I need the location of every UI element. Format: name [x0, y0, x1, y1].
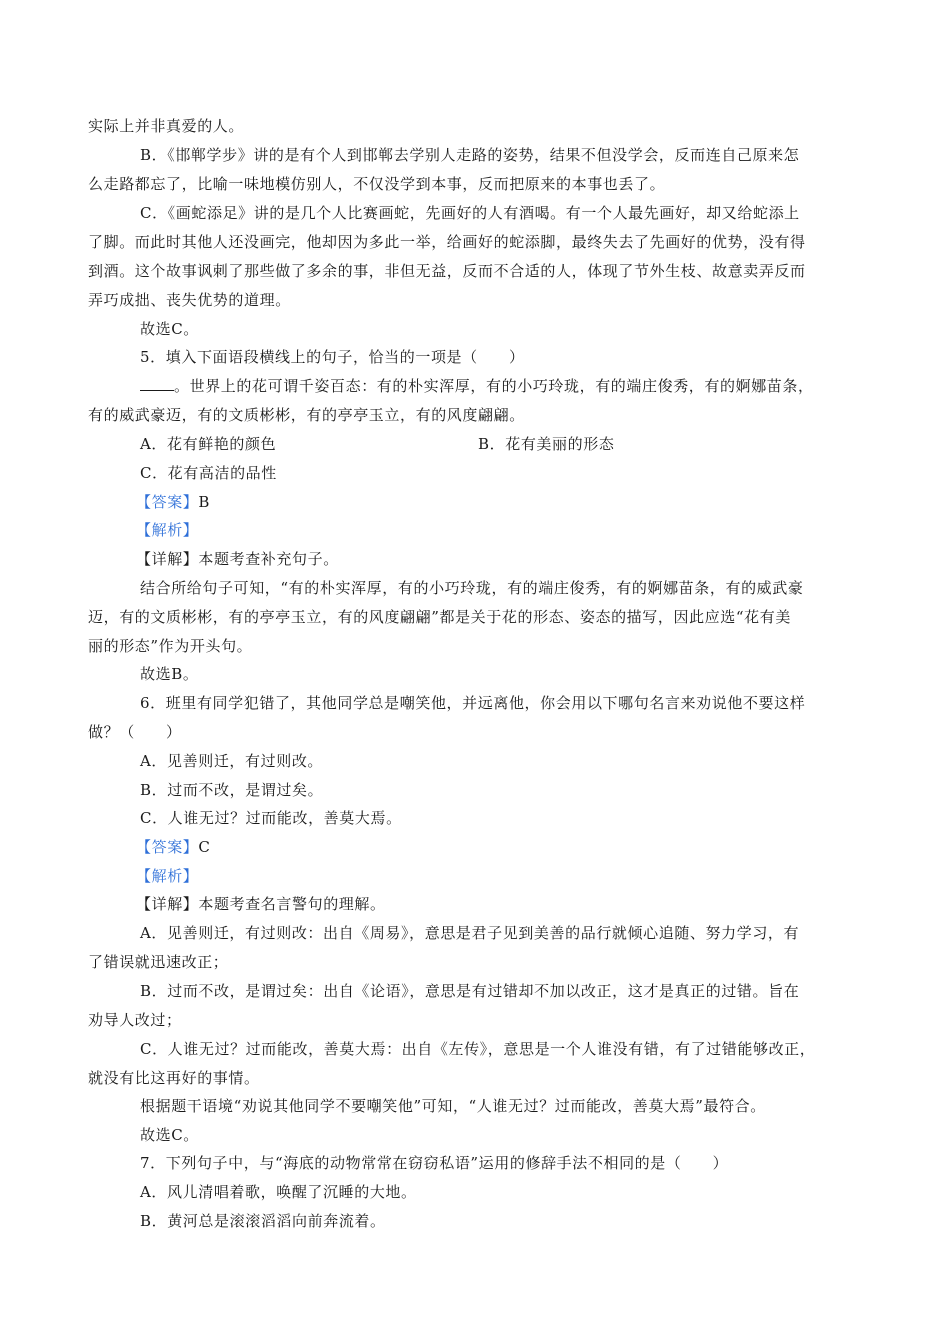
q6-detail: 【详解】本题考查名言警句的理解。 — [136, 895, 386, 913]
q7-stem: 7．下列句子中，与“海底的动物常常在窃窃私语”运用的修辞手法不相同的是（ ） — [140, 1154, 729, 1172]
q6-option-b-explanation: B．过而不改，是谓过矣：出自《论语》，意思是有过错却不加以改正，这才是真正的过错。旨在 — [140, 982, 800, 1000]
q6-option-a-explanation: 了错误就迅速改正； — [88, 953, 229, 971]
q5-passage: 。世界上的花可谓千姿百态：有的朴实浑厚，有的小巧玲珑，有的端庄俊秀，有的婀娜苗条， — [140, 376, 814, 396]
q4-conclusion: 故选C。 — [140, 320, 199, 338]
q4-option-b-explanation: B．《邯郸学步》讲的是有个人到邯郸去学别人走路的姿势，结果不但没学会，反而连自己原来怎 — [140, 146, 800, 164]
q5-option-c: C．花有高洁的品性 — [140, 464, 277, 482]
q6-analysis-tag: 【解析】 — [136, 867, 199, 885]
q4-line: 实际上并非真爱的人。 — [88, 117, 245, 135]
q6-stem: 做？（ ） — [88, 723, 182, 741]
answer-tag: 【答案】 — [136, 493, 199, 511]
q6-context: 根据题干语境“劝说其他同学不要嘲笑他”可知，“人谁无过？过而能改，善莫大焉”最符合。 — [140, 1097, 766, 1115]
q6-option-a: A．见善则迁，有过则改。 — [140, 752, 324, 770]
q6-option-c-explanation: C．人谁无过？过而能改，善莫大焉：出自《左传》，意思是一个人谁没有错，有了过错能够改正， — [140, 1040, 816, 1058]
q7-option-a: A．风儿清唱着歌，唤醒了沉睡的大地。 — [140, 1183, 417, 1201]
q4-option-c-explanation: 弄巧成拙、丧失优势的道理。 — [88, 291, 291, 309]
q5-option-a: A．花有鲜艳的颜色 — [140, 435, 277, 453]
q5-detail: 【详解】本题考查补充句子。 — [136, 550, 339, 568]
q6-option-c: C．人谁无过？过而能改，善莫大焉。 — [140, 809, 402, 827]
q6-option-c-explanation: 就没有比这再好的事情。 — [88, 1069, 260, 1087]
q5-analysis-tag: 【解析】 — [136, 521, 199, 539]
answer-value: B — [198, 493, 211, 511]
q6-conclusion: 故选C。 — [140, 1126, 199, 1144]
q6-option-a-explanation: A．见善则迁，有过则改：出自《周易》，意思是君子见到美善的品行就倾心追随、努力学习，有 — [140, 924, 800, 942]
q5-passage: 有的威武豪迈，有的文质彬彬，有的亭亭玉立，有的风度翩翩。 — [88, 406, 525, 424]
q4-option-c-explanation: C．《画蛇添足》讲的是几个人比赛画蛇，先画好的人有酒喝。有一个人最先画好，却又给蛇添上 — [140, 204, 800, 222]
q6-option-b-explanation: 劝导人改过； — [88, 1011, 182, 1029]
fill-in-blank — [140, 378, 174, 391]
q4-option-b-explanation: 么走路都忘了，比喻一味地模仿别人，不仅没学到本事，反而把原来的本事也丢了。 — [88, 175, 666, 193]
answer-value: C — [198, 838, 211, 856]
answer-tag: 【答案】 — [136, 838, 199, 856]
q4-option-c-explanation: 了脚。而此时其他人还没画完，他却因为多此一举，给画好的蛇添脚，最终失去了先画好的优势，没有得 — [88, 233, 806, 251]
q6-answer — [136, 837, 210, 857]
q5-explanation: 结合所给句子可知，“有的朴实浑厚，有的小巧玲珑，有的端庄俊秀，有的婀娜苗条，有的威武豪 — [140, 579, 804, 597]
q5-explanation: 迈，有的文质彬彬，有的亭亭玉立，有的风度翩翩”都是关于花的形态、姿态的描写，因此应选“花有美 — [88, 608, 791, 626]
q5-answer — [136, 492, 210, 512]
q5-explanation: 丽的形态”作为开头句。 — [88, 637, 253, 655]
q5-stem: 5．填入下面语段横线上的句子，恰当的一项是（ ） — [140, 348, 525, 366]
q7-option-b: B．黄河总是滚滚滔滔向前奔流着。 — [140, 1212, 386, 1230]
q4-option-c-explanation: 到酒。这个故事讽刺了那些做了多余的事，非但无益，反而不合适的人，体现了节外生枝、故意卖弄反而 — [88, 262, 806, 280]
q5-option-b: B．花有美丽的形态 — [478, 435, 615, 453]
q5-conclusion: 故选B。 — [140, 665, 199, 683]
q6-option-b: B．过而不改，是谓过矣。 — [140, 781, 324, 799]
q6-stem: 6．班里有同学犯错了，其他同学总是嘲笑他，并远离他，你会用以下哪句名言来劝说他不要这样 — [140, 694, 806, 712]
